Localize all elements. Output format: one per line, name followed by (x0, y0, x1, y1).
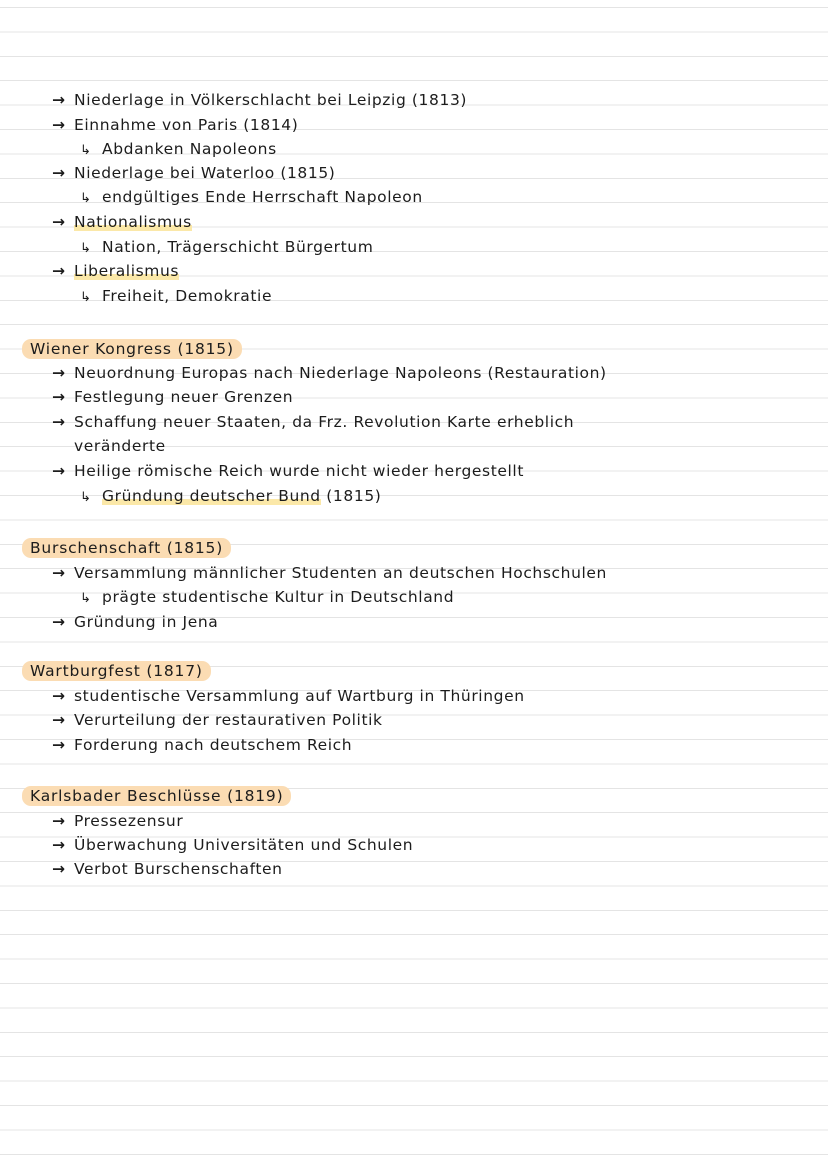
sub-arrow-icon: ↳ (80, 290, 92, 305)
note-line: → Verurteilung der restaurativen Politik (52, 711, 383, 729)
note-line: → Pressezensur (52, 812, 184, 830)
section-heading-karlsbader-beschluesse: Karlsbader Beschlüsse (1819) (22, 786, 291, 806)
arrow-icon: → (52, 711, 66, 729)
note-line-continuation: veränderte (74, 437, 166, 455)
arrow-icon: → (52, 164, 66, 182)
sub-arrow-icon: ↳ (80, 191, 92, 206)
sub-arrow-icon: ↳ (80, 490, 92, 505)
arrow-icon: → (52, 462, 66, 480)
section-heading-wartburgfest: Wartburgfest (1817) (22, 661, 211, 681)
arrow-icon: → (52, 736, 66, 754)
arrow-icon: → (52, 564, 66, 582)
note-line: → Niederlage in Völkerschlacht bei Leipzig (1813) (52, 91, 468, 109)
sub-arrow-icon: ↳ (80, 241, 92, 256)
arrow-icon: → (52, 413, 66, 431)
note-line: → Einnahme von Paris (1814) (52, 116, 299, 134)
note-line: → Niederlage bei Waterloo (1815) (52, 164, 336, 182)
arrow-icon: → (52, 613, 66, 631)
note-subline: ↳ Gründung deutscher Bund (1815) (80, 486, 381, 508)
note-line: → studentische Versammlung auf Wartburg in Thüringen (52, 687, 525, 705)
note-line: → Heilige römische Reich wurde nicht wieder hergestellt (52, 462, 524, 480)
note-line: → Gründung in Jena (52, 613, 219, 631)
arrow-icon: → (52, 116, 66, 134)
sub-arrow-icon: ↳ (80, 591, 92, 606)
note-line: → Nationalismus (52, 213, 192, 231)
arrow-icon: → (52, 213, 66, 231)
sub-arrow-icon: ↳ (80, 143, 92, 158)
arrow-icon: → (52, 388, 66, 406)
section-heading-burschenschaft: Burschenschaft (1815) (22, 538, 231, 558)
note-line: → Liberalismus (52, 262, 180, 280)
note-subline: ↳ prägte studentische Kultur in Deutschland (80, 587, 454, 609)
note-line: → Festlegung neuer Grenzen (52, 388, 294, 406)
note-subline: ↳ Freiheit, Demokratie (80, 286, 272, 308)
arrow-icon: → (52, 812, 66, 830)
arrow-icon: → (52, 364, 66, 382)
arrow-icon: → (52, 91, 66, 109)
arrow-icon: → (52, 687, 66, 705)
note-line: → Versammlung männlicher Studenten an deutschen Hochschulen (52, 564, 607, 582)
arrow-icon: → (52, 262, 66, 280)
note-line: → Neuordnung Europas nach Niederlage Napoleons (Restauration) (52, 364, 607, 382)
section-heading-wiener-kongress: Wiener Kongress (1815) (22, 339, 242, 359)
note-line: → Verbot Burschenschaften (52, 860, 283, 878)
note-subline: ↳ Abdanken Napoleons (80, 139, 277, 161)
note-line: → Schaffung neuer Staaten, da Frz. Revolution Karte erheblich (52, 413, 575, 431)
note-line: → Forderung nach deutschem Reich (52, 736, 353, 754)
note-subline: ↳ Nation, Trägerschicht Bürgertum (80, 237, 373, 259)
arrow-icon: → (52, 836, 66, 854)
note-subline: ↳ endgültiges Ende Herrschaft Napoleon (80, 187, 423, 209)
note-line: → Überwachung Universitäten und Schulen (52, 836, 414, 854)
arrow-icon: → (52, 860, 66, 878)
